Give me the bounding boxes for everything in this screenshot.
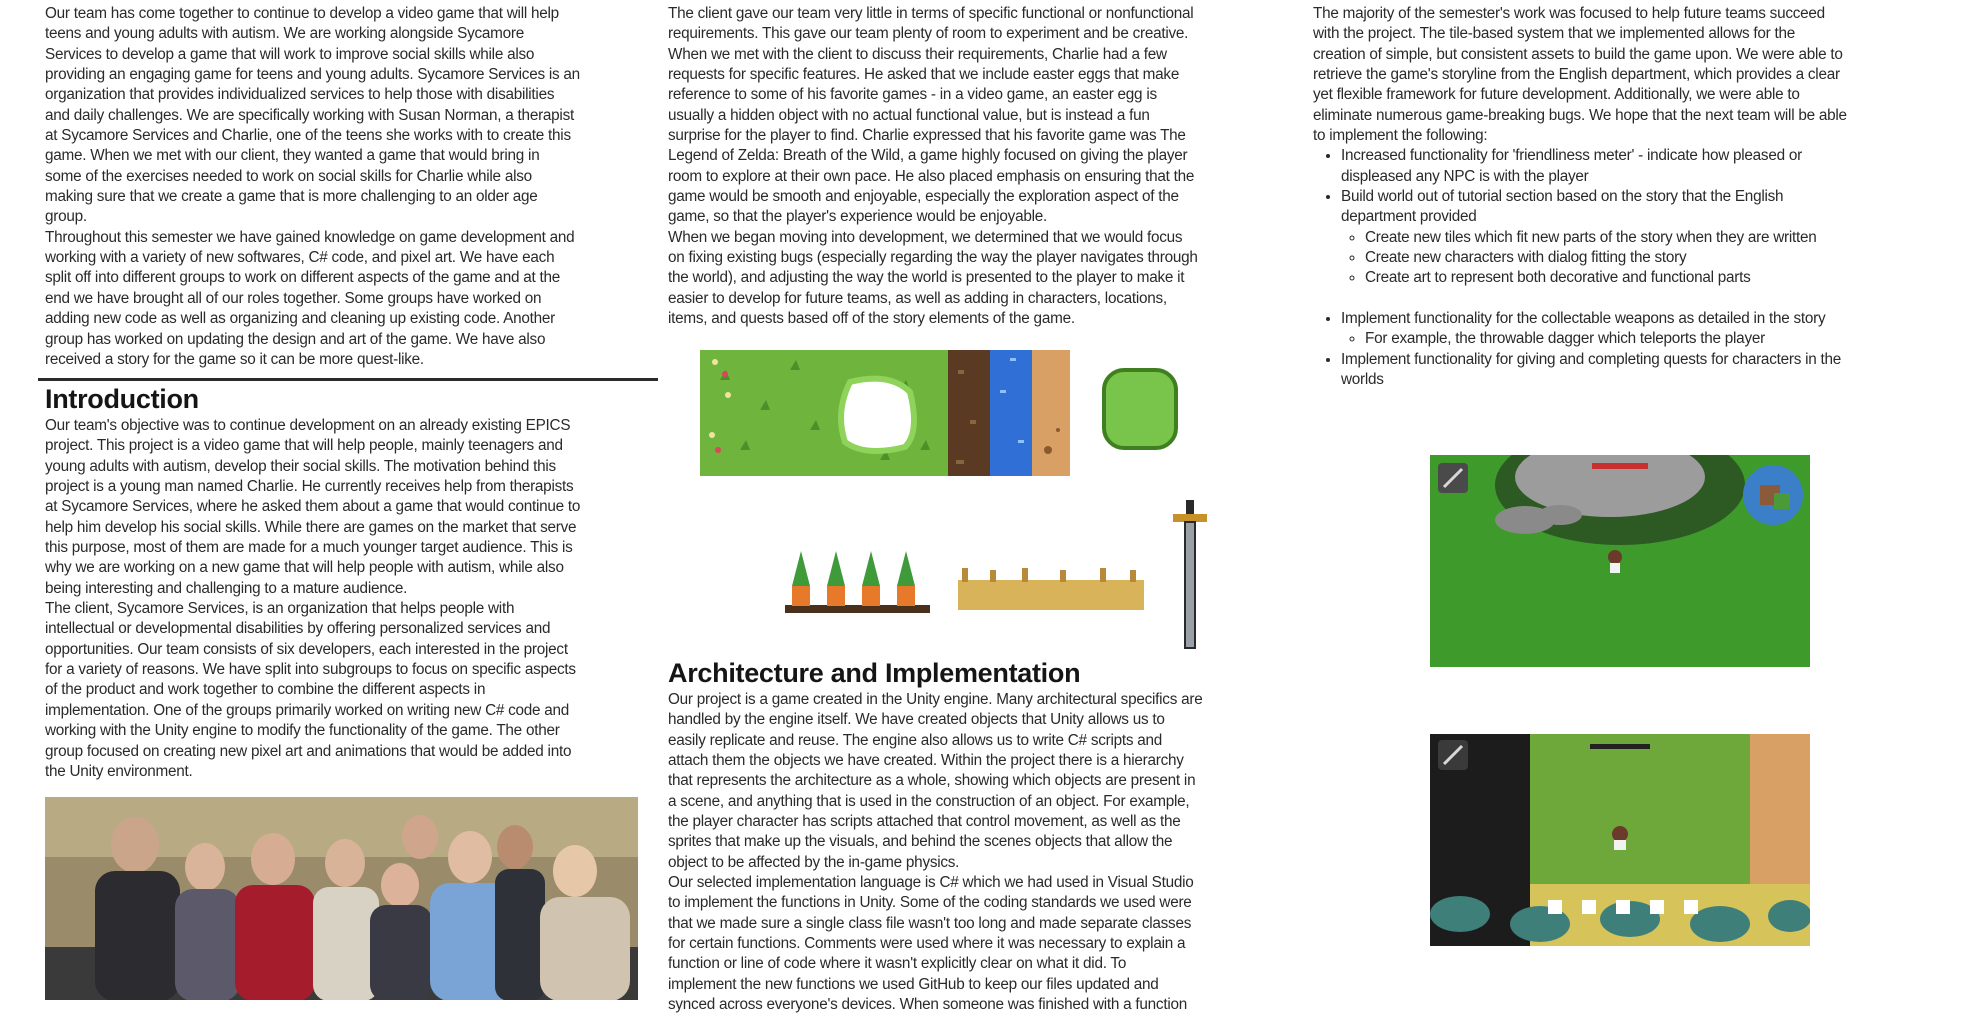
list-item: • Build world out of tutorial section based on the story that the English department provided ◦ Create new tiles which fit new parts of the story when they are written ◦ Create new characters with dialog fitting the story ◦ Create art to represent both decorative and functional parts bbox=[1341, 187, 1928, 289]
column-left bbox=[45, 0, 660, 370]
paragraph-language: Our selected implementation language is C# which we had used in Visual Studio to implement the functions in Unity. Some of the coding standards we used were that we made sure a single class file wasn't too long and made separate classes for certain functions. Comments were used where it was necessary to explain a function or line of code where it wasn't explicitly clear on what it did. To implement the new functions we used GitHub to keep our files updated and synced across everyone's devices. When someone was finished with a function bbox=[668, 874, 1194, 1014]
section-architecture bbox=[668, 658, 1280, 1016]
game-screenshot-overworld bbox=[1430, 455, 1810, 667]
list-item: • Implement functionality for giving and completing quests for characters in the worlds bbox=[1341, 350, 1928, 391]
paragraph-team: Our team has come together to continue to develop a video game that will help teens and young adults with autism. We are working alongside Sycamore Services to develop a game that will work to improve social skills while also providing an engaging game for teens and young adults. Sycamore Services is an organization that provides individualized services to help those with disabilities and daily challenges. We are specifically working with Susan Norman, a therapist at Sycamore Services and Charlie, one of the teens she works with to create this game. When we met with our client, they wanted a game that would bring in some of the exercises needed to work on social skills for Charlie while also making sure that we create a game that is more challenging to an older age group. bbox=[45, 5, 580, 226]
paragraph-intro: Our team's objective was to continue development on an already existing EPICS project. This project is a video game that will help people, mainly teenagers and young adults with autism, develop their social skills. The motivation behind this project is a young man named Charlie. He currently receives help from therapists at Sycamore Services, where he asked them about a game that would continue to help him develop his social skills. While there are games on the market that serve this purpose, most of them are made for a much younger target audience. This is why we are working on a new game that will help people with autism, while also being interesting and challenging to a mature audience. bbox=[45, 417, 581, 597]
section-divider bbox=[38, 378, 658, 381]
team-photo bbox=[45, 797, 638, 1000]
future-work-list bbox=[1313, 146, 1928, 288]
list-item: • Implement functionality for the collectable weapons as detailed in the story ◦ For example, the throwable dagger which teleports the player bbox=[1341, 309, 1928, 350]
list-item: ◦ Create new characters with dialog fitting the story bbox=[1365, 248, 1928, 268]
heading-introduction: Introduction bbox=[45, 384, 199, 414]
paragraph-development: When we began moving into development, we determined that we would focus on fixing existing bugs (especially regarding the way the player navigates through the world), and adjusting the way the world is presented to the player to make it easier to develop for future teams, as well as adding in characters, locations, items, and quests based off of the story elements of the game. bbox=[668, 228, 1198, 328]
paragraph-architecture: Our project is a game created in the Unity engine. Many architectural specifics are handled by the engine itself. We have created objects that Unity allows us to easily replicate and reuse. The engine also allows us to write C# scripts and attach them the objects we have created. Within the project there is a hierarchy that represents the architecture as a whole, showing which objects are present in a scene, and anything that is used in the construction of an object. For example, the player character has scripts attached that control movement, as well as the sprites that make up the visuals, and behind the scenes objects that allow the object to be affected by the in-game physics. bbox=[668, 691, 1203, 871]
paragraph-semester: Throughout this semester we have gained knowledge on game development and working with a variety of new softwares, C# code, and pixel art. We have each split off into different groups to work on different aspects of the game and at the end we have brought all of our roles together. Some groups have worked on adding new code as well as organizing and cleaning up existing code. Another group has worked on updating the design and art of the game. We have also received a story for the game so it can be more quest-like. bbox=[45, 228, 575, 368]
spacer bbox=[1313, 289, 1928, 309]
paragraph-client: The client, Sycamore Services, is an organization that helps people with intellectual or developmental disabilities by offering personalized services and opportunities. Our team consists of six developers, each interested in the project for a variety of reasons. We have split into subgroups to focus on specific aspects of the product and work together to combine the different aspects in implementation. One of the groups primarily worked on writing new C# code and working with the Unity engine to modify the functionality of the game. The other group focused on creating new pixel art and animations that would be added into the Unity environment. bbox=[45, 600, 576, 780]
game-screenshot-tutorial bbox=[1430, 734, 1810, 946]
heading-architecture: Architecture and Implementation bbox=[668, 658, 1081, 688]
future-work-list-2 bbox=[1313, 309, 1928, 390]
section-introduction bbox=[45, 384, 660, 782]
paragraph-requirements: The client gave our team very little in terms of specific functional or nonfunctional requirements. This gave our team plenty of room to experiment and be creative. When we met with the client to discuss their requirements, Charlie had a few requests for specific features. He asked that we include easter eggs that make reference to some of his favorite games - in a video game, an easter egg is usually a hidden object with no actual functional value, but is instead a fun surprise for the player to find. Charlie expressed that his favorite game was The Legend of Zelda: Breath of the Wild, a game highly focused on giving the player room to explore at their own pace. He also placed emphasis on ensuring that the game would be smooth and enjoyable, especially the exploration aspect of the game, so that the player's experience would be enjoyable. bbox=[668, 5, 1195, 226]
list-item: ◦ For example, the throwable dagger which teleports the player bbox=[1365, 329, 1928, 349]
list-item: • Increased functionality for 'friendliness meter' - indicate how pleased or displeased any NPC is with the player bbox=[1341, 146, 1928, 187]
paragraph-future: The majority of the semester's work was focused to help future teams succeed with the project. The tile-based system that we implemented allows for the creation of simple, but consistent assets to build the game upon. We were able to retrieve the game's storyline from the English department, which provides a clear yet flexible framework for future development. Additionally, we were able to eliminate numerous game-breaking bugs. We hope that the next team will be able to implement the following: bbox=[1313, 5, 1847, 145]
sub-list bbox=[1341, 329, 1928, 349]
list-item: ◦ Create new tiles which fit new parts of the story when they are written bbox=[1365, 228, 1928, 248]
column-middle bbox=[668, 0, 1280, 330]
sub-list bbox=[1341, 228, 1928, 289]
column-right bbox=[1313, 0, 1928, 390]
list-item: ◦ Create art to represent both decorative and functional parts bbox=[1365, 268, 1928, 288]
tileset-artwork bbox=[700, 350, 1240, 650]
